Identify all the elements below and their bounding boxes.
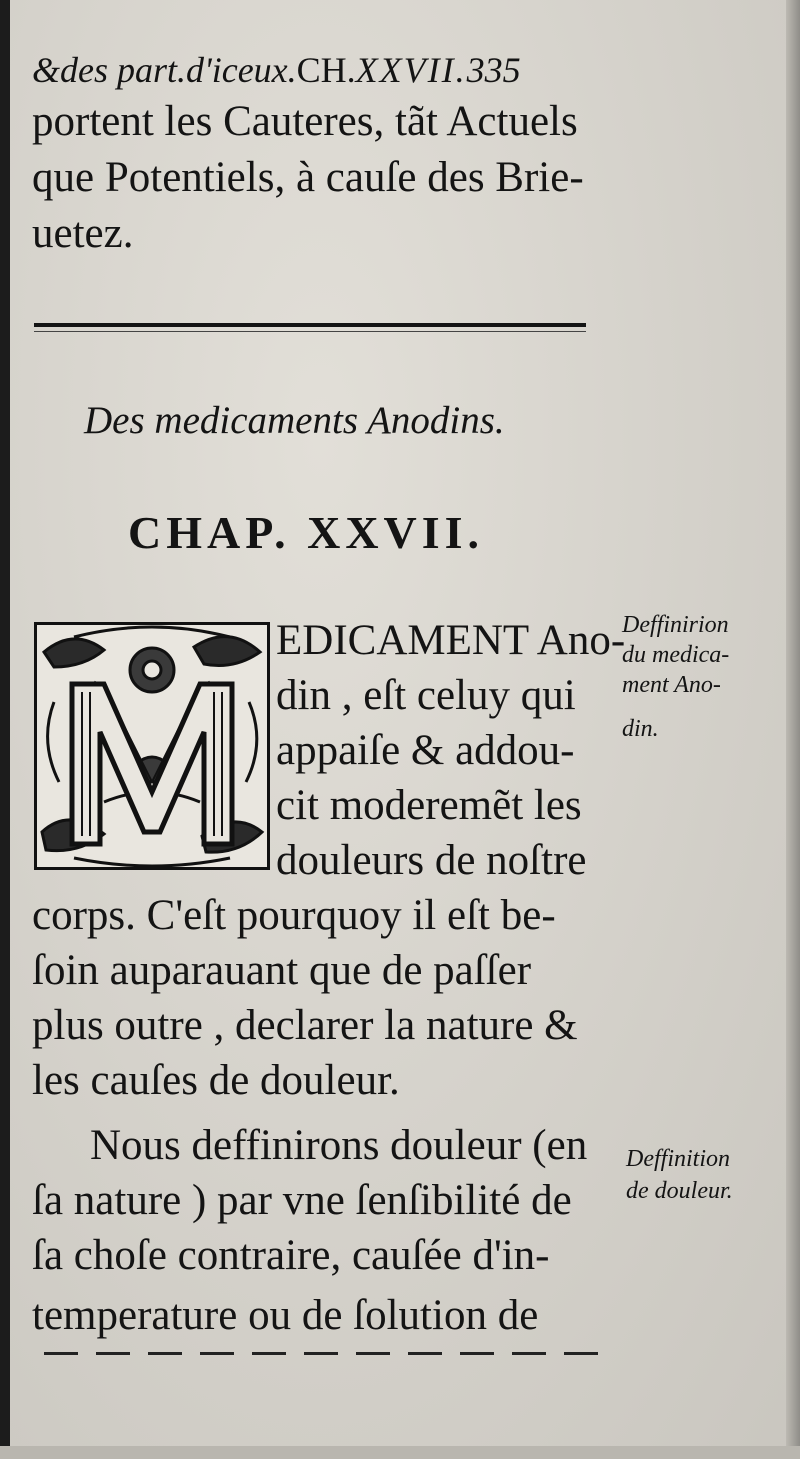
page-right-edge (786, 0, 800, 1459)
text-line: que Potentiels, à cauſe des Brie- (32, 154, 584, 201)
page-left-edge (0, 0, 10, 1459)
ornamental-initial-icon (34, 622, 270, 870)
text-line: temperature ou de ſolution de (32, 1292, 539, 1339)
section-title: Des medicaments Anodins. (84, 399, 505, 442)
page-bottom-edge (0, 1446, 800, 1459)
chapter-heading: CHAP. XXVII. (128, 507, 485, 558)
running-head-chapter-number: XXVII. (355, 50, 467, 90)
section-rule-thin (34, 331, 586, 332)
running-head-chapter: CH. (296, 50, 356, 90)
text-line: douleurs de noſtre (276, 837, 587, 884)
text-line: ſoin auparauant que de paſſer (32, 947, 532, 994)
text-line: uetez. (32, 210, 134, 257)
text-line: appaiſe & addou- (276, 727, 575, 774)
text-line: ſa nature ) par vne ſenſibilité de (32, 1177, 572, 1224)
section-rule (34, 323, 586, 327)
text-line: cit moderemẽt les (276, 782, 582, 829)
running-head (32, 48, 612, 92)
text-line: les cauſes de douleur. (32, 1057, 400, 1104)
margin-note-line: din. (622, 716, 659, 742)
text-line: din , eſt celuy qui (276, 672, 576, 719)
running-head-ampersand: & (32, 50, 61, 90)
margin-note-line: de douleur. (626, 1178, 733, 1204)
text-line: portent les Cauteres, tãt Actuels (32, 98, 578, 145)
catchline-dashes (44, 1352, 614, 1355)
text-line: EDICAMENT Ano- (276, 617, 626, 664)
text-line: plus outre , declarer la nature & (32, 1002, 578, 1049)
margin-note-line: ment Ano- (622, 672, 721, 698)
margin-note-line: Deffinition (626, 1146, 730, 1172)
text-line: ſa choſe contraire, cauſée d'in- (32, 1232, 550, 1279)
text-line: corps. C'eſt pourquoy il eſt be- (32, 892, 556, 939)
running-head-title: des part.d'iceux. (60, 50, 297, 90)
margin-note-line: Deffinirion (622, 612, 729, 638)
text-line: Nous deffinirons douleur (en (90, 1122, 588, 1169)
margin-note-line: du medica- (622, 642, 730, 668)
page-number: 335 (466, 50, 521, 90)
